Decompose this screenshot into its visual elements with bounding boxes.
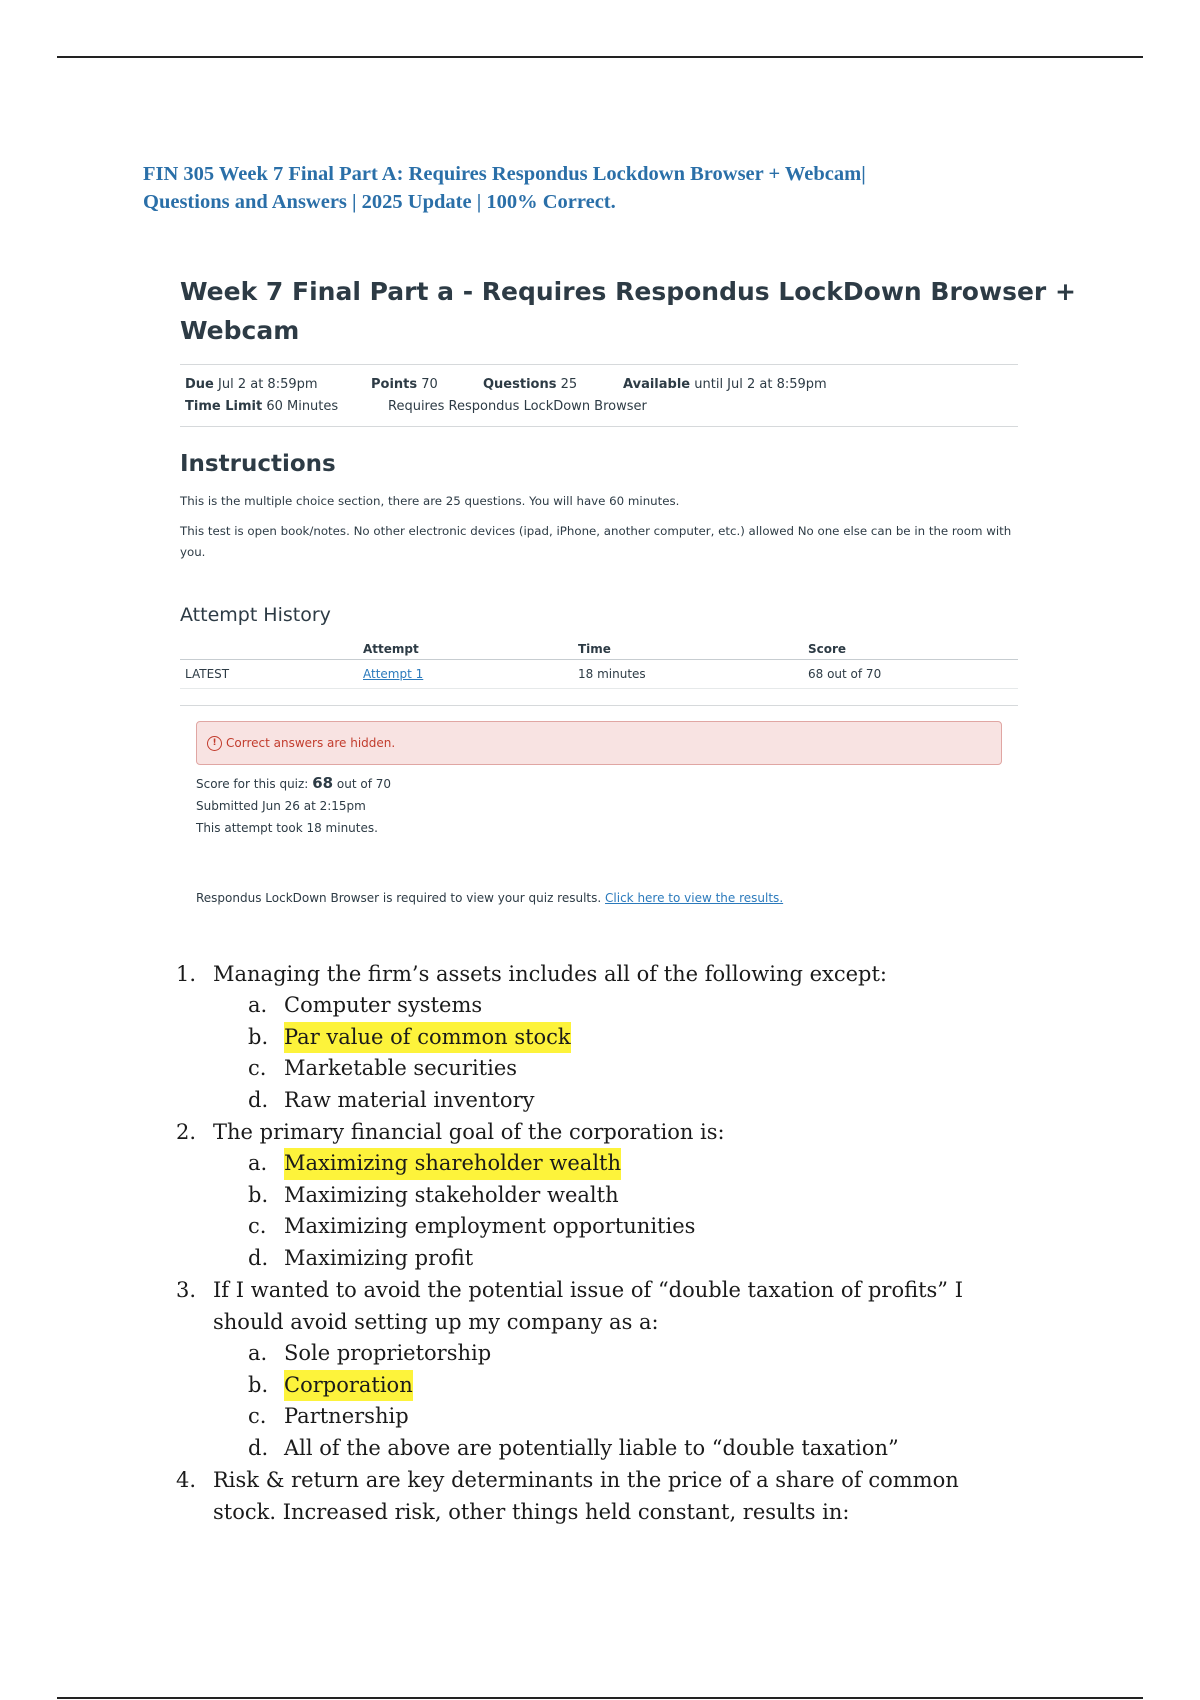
lockdown-results-note xyxy=(196,891,1018,905)
quiz-meta xyxy=(180,364,1018,427)
document-title-line-2: Questions and Answers | 2025 Update | 100% Correct. xyxy=(143,191,616,213)
questions-field xyxy=(483,374,623,396)
due-label: Due xyxy=(185,377,214,392)
answer-option-correct xyxy=(176,1022,1056,1054)
due-value: Jul 2 at 8:59pm xyxy=(218,377,318,392)
instructions-heading: Instructions xyxy=(180,451,336,477)
instructions-paragraph-1: This is the multiple choice section, there are 25 questions. You will have 60 minutes. xyxy=(180,494,680,508)
points-label: Points xyxy=(371,377,418,392)
available-field xyxy=(623,374,827,396)
option-text: Raw material inventory xyxy=(284,1087,535,1112)
top-rule xyxy=(57,56,1143,58)
option-letter: a. xyxy=(248,1151,268,1175)
option-letter: c. xyxy=(248,1056,267,1080)
option-letter: a. xyxy=(248,1341,268,1365)
questions-value: 25 xyxy=(560,377,578,392)
answer-option xyxy=(176,1180,1056,1212)
question-number: 3. xyxy=(176,1278,197,1302)
answer-option-correct xyxy=(176,1370,1056,1402)
attempt-1-link[interactable]: Attempt 1 xyxy=(363,667,424,681)
option-letter: b. xyxy=(248,1182,269,1207)
quiz-title-line-2: Webcam xyxy=(180,316,300,345)
divider xyxy=(180,705,1018,706)
question-4-stem xyxy=(176,1464,1056,1496)
info-icon: ! xyxy=(207,736,222,751)
option-text: Maximizing stakeholder wealth xyxy=(284,1182,619,1207)
highlighted-answer: Maximizing shareholder wealth xyxy=(284,1148,621,1180)
option-text: Computer systems xyxy=(284,993,483,1017)
quiz-meta-row-2 xyxy=(185,396,1013,418)
question-number: 2. xyxy=(176,1120,197,1144)
question-text: should avoid setting up my company as a: xyxy=(213,1310,659,1334)
option-letter: b. xyxy=(248,1024,269,1049)
attempt-history-heading: Attempt History xyxy=(180,604,331,626)
table-row xyxy=(180,660,1018,689)
points-value: 70 xyxy=(421,377,438,392)
option-letter: c. xyxy=(248,1214,267,1238)
highlighted-answer: Par value of common stock xyxy=(284,1022,571,1054)
question-text: Risk & return are key determinants in the price of a share of common xyxy=(213,1468,959,1492)
question-4-stem-continued xyxy=(176,1496,1056,1528)
bottom-rule xyxy=(57,1697,1143,1699)
option-text: Sole proprietorship xyxy=(284,1341,492,1365)
answer-option xyxy=(176,1085,1056,1117)
score-line xyxy=(196,772,1018,795)
due-field xyxy=(185,374,371,396)
time-limit-field xyxy=(185,396,388,418)
attempt-row-label: LATEST xyxy=(180,660,358,689)
score-value: 68 xyxy=(312,774,334,792)
question-text: If I wanted to avoid the potential issue of “double taxation of profits” I xyxy=(213,1278,964,1302)
question-1 xyxy=(176,958,1056,1116)
question-3-stem-continued xyxy=(176,1306,1056,1338)
question-3 xyxy=(176,1274,1056,1464)
submitted-line: Submitted Jun 26 at 2:15pm xyxy=(196,799,366,813)
question-text: stock. Increased risk, other things held constant, results in: xyxy=(213,1500,850,1524)
correct-answers-hidden-alert xyxy=(196,721,1002,765)
option-letter: a. xyxy=(248,993,268,1017)
answer-option xyxy=(176,1243,1056,1275)
option-text: All of the above are potentially liable to “double taxation” xyxy=(284,1435,899,1460)
option-letter: b. xyxy=(248,1372,269,1397)
question-number: 4. xyxy=(176,1468,197,1492)
question-text: The primary financial goal of the corporation is: xyxy=(213,1120,725,1144)
option-text: Partnership xyxy=(284,1404,409,1428)
requires-lockdown-note: Requires Respondus LockDown Browser xyxy=(388,399,647,414)
option-letter: c. xyxy=(248,1404,267,1428)
quiz-title-line-1: Week 7 Final Part a - Requires Respondus LockDown Browser + xyxy=(180,277,1076,306)
highlighted-answer: Corporation xyxy=(284,1370,413,1402)
alert-text: Correct answers are hidden. xyxy=(226,736,396,750)
questions-label: Questions xyxy=(483,377,557,392)
attempt-duration-line: This attempt took 18 minutes. xyxy=(196,821,378,835)
questions-list xyxy=(176,958,1056,1528)
question-2 xyxy=(176,1116,1056,1274)
available-label: Available xyxy=(623,377,691,392)
answer-option xyxy=(176,1211,1056,1243)
question-number: 1. xyxy=(176,962,197,986)
answer-option xyxy=(176,1338,1056,1370)
view-results-link[interactable]: Click here to view the results. xyxy=(605,891,784,905)
answer-option xyxy=(176,1053,1056,1085)
column-header-score: Score xyxy=(803,638,1018,660)
question-2-stem xyxy=(176,1116,1056,1148)
score-label: Score for this quiz: xyxy=(196,777,309,791)
option-letter: d. xyxy=(248,1087,269,1112)
quiz-meta-row-1 xyxy=(185,374,1013,396)
option-letter: d. xyxy=(248,1245,269,1270)
points-field xyxy=(371,374,483,396)
column-header-blank xyxy=(180,638,358,660)
lockdown-text: Respondus LockDown Browser is required to view your quiz results. xyxy=(196,891,602,905)
table-header-row xyxy=(180,638,1018,660)
document-title xyxy=(143,160,1023,216)
question-text: Managing the firm’s assets includes all of the following except: xyxy=(213,962,888,986)
score-suffix: out of 70 xyxy=(336,777,392,791)
quiz-screenshot xyxy=(180,272,1076,905)
document-title-line-1: FIN 305 Week 7 Final Part A: Requires Respondus Lockdown Browser + Webcam| xyxy=(143,163,866,185)
attempt-time: 18 minutes xyxy=(573,660,803,689)
time-limit-value: 60 Minutes xyxy=(266,399,339,414)
column-header-time: Time xyxy=(573,638,803,660)
answer-option-correct xyxy=(176,1148,1056,1180)
column-header-attempt: Attempt xyxy=(358,638,573,660)
option-text: Marketable securities xyxy=(284,1056,518,1080)
quiz-title xyxy=(180,272,1076,350)
attempt-history-table xyxy=(180,638,1018,689)
score-summary xyxy=(196,772,1018,839)
option-letter: d. xyxy=(248,1435,269,1460)
option-text: Maximizing profit xyxy=(284,1245,474,1270)
answer-option xyxy=(176,1401,1056,1433)
question-1-stem xyxy=(176,958,1056,990)
answer-option xyxy=(176,1433,1056,1465)
instructions-paragraph-2: This test is open book/notes. No other electronic devices (ipad, iPhone, another computer, etc.) allowed No one else can be in the room with you. xyxy=(180,524,1012,559)
available-value: until Jul 2 at 8:59pm xyxy=(694,377,827,392)
question-4 xyxy=(176,1464,1056,1528)
question-3-stem xyxy=(176,1274,1056,1306)
answer-option xyxy=(176,990,1056,1022)
option-text: Maximizing employment opportunities xyxy=(284,1214,696,1238)
attempt-score: 68 out of 70 xyxy=(803,660,1018,689)
time-limit-label: Time Limit xyxy=(185,399,263,414)
